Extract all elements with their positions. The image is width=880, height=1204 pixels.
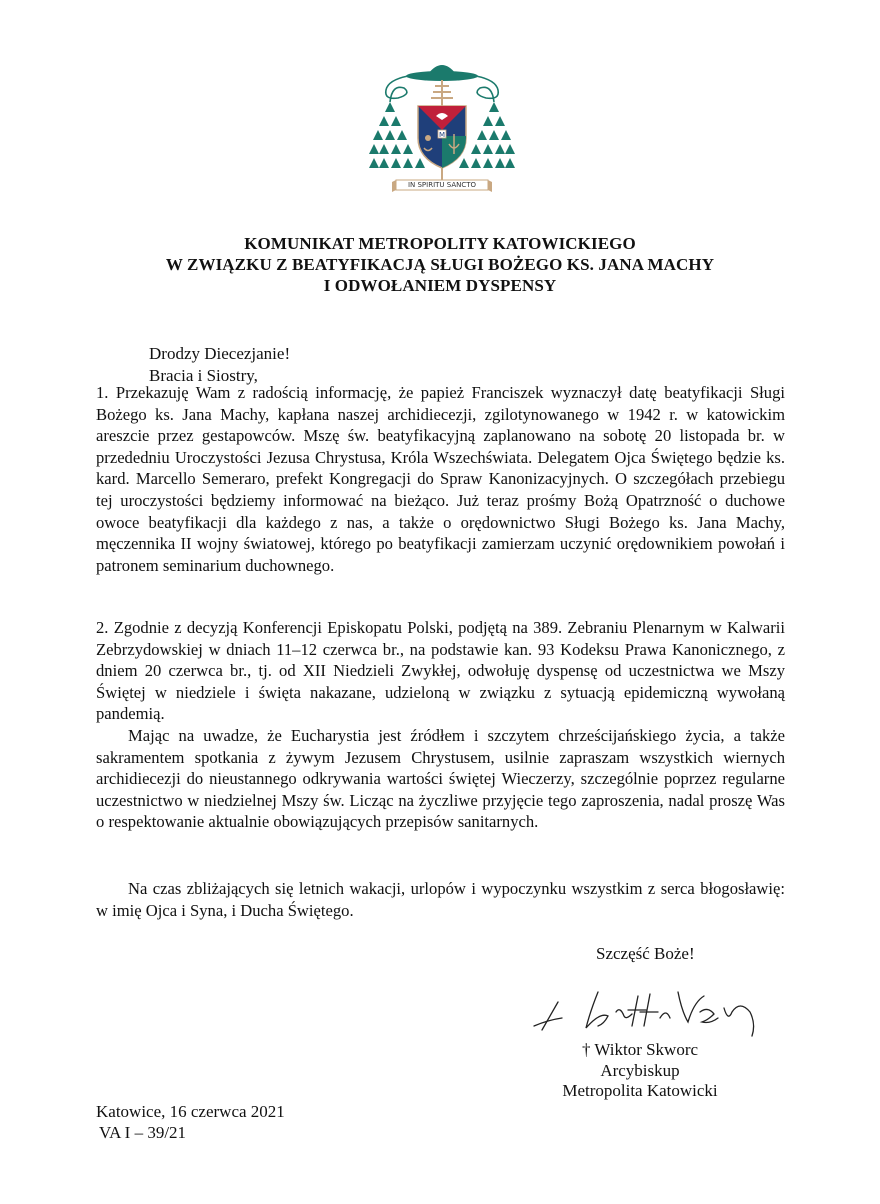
paragraph-2b-text: Mając na uwadze, że Eucharystia jest źródłem i szczytem chrześcijańskiego życia, a także sakramentem spotkania z żywym Jezusem Chrystusem, usilnie zapraszam wszystkich wiernych archidiecezji do nieustannego odkrywania wartości świętej Wieczerzy, szczególnie poprzez regularne uczestnictwo w niedzielnej Mszy św. Licząc na życzliwe przyjęcie tego zaproszenia, nadal proszę Was o respektowanie aktualnie obowiązujących przepisów sanitarnych. — [96, 725, 785, 832]
greeting-line-2: Bracia i Siostry, — [149, 365, 258, 385]
signer-block — [540, 1040, 740, 1102]
paragraph-2 — [96, 617, 785, 833]
coat-of-arms-icon — [368, 58, 516, 198]
reference-number: VA I – 39/21 — [99, 1122, 187, 1142]
greeting-line-1: Drodzy Diecezjanie! — [149, 344, 291, 363]
signer-role: Arcybiskup — [600, 1060, 680, 1080]
paragraph-3-text: Na czas zbliżających się letnich wakacji, urlopów i wypoczynku wszystkim z serca błogosławię: w imię Ojca i Syna, i Ducha Świętego. — [96, 879, 785, 920]
signer-office: Metropolita Katowicki — [562, 1081, 718, 1100]
svg-text:M: M — [438, 131, 446, 139]
paragraph-3 — [96, 878, 785, 921]
document-title — [95, 233, 785, 296]
title-line-2: W ZWIĄZKU Z BEATYFIKACJĄ SŁUGI BOŻEGO KS. JANA MACHY — [165, 255, 715, 274]
handwritten-signature-icon — [528, 982, 768, 1037]
document-footer — [96, 1102, 285, 1143]
paragraph-2-text: 2. Zgodnie z decyzją Konferencji Episkopatu Polski, podjętą na 389. Zebraniu Plenarnym w Kalwarii Zebrzydowskiej w dniach 11–12 czerwca br., na podstawie kan. 93 Kodeksu Prawa Kanonicznego, z dniem 20 czerwca br., tj. od XII Niedzieli Zwykłej, odwołuję dyspensę od uczestnictwa we Mszy Świętej w niedziele i święta nakazane, udzieloną w związku z sytuacją epidemiczną wywołaną pandemią. — [96, 618, 785, 724]
paragraph-1 — [96, 382, 785, 576]
title-line-1: KOMUNIKAT METROPOLITY KATOWICKIEGO — [244, 234, 636, 253]
paragraph-1-text: 1. Przekazuję Wam z radością informację, że papież Franciszek wyznaczył datę beatyfikacji Sługi Bożego ks. Jana Machy, kapłana naszej archidiecezji, zgilotynowanego w 1942 r. w katowickim areszcie przez gestapowców. Mszę św. beatyfikacyjną zaplanowano na sobotę 20 listopada br. w przededniu Uroczystości Jezusa Chrystusa, Króla Wszechświata. Delegatem Ojca Świętego będzie ks. kard. Marcello Semeraro, prefekt Kongregacji do Spraw Kanonizacyjnych. O szczegółach przebiegu tej uroczystości będziemy informować na bieżąco. Już teraz prośmy Bożą Opatrzność o duchowe owoce beatyfikacji dla każdego z nas, a także o orędownictwo Sługi Bożego ks. Jana Machy, męczennika II wojny światowej, którego po beatyfikacji zamierzam uczynić orędownikiem powołań i patronem seminarium duchownego. — [96, 383, 785, 575]
greeting — [149, 343, 290, 386]
crest-motto: IN SPIRITU SANCTO — [407, 181, 477, 189]
signer-name: † Wiktor Skworc — [581, 1040, 699, 1059]
closing-salutation: Szczęść Boże! — [596, 944, 695, 963]
coat-of-arms — [368, 58, 516, 198]
place-date: Katowice, 16 czerwca 2021 — [96, 1102, 285, 1121]
title-line-3: I ODWOŁANIEM DYSPENSY — [323, 276, 557, 295]
